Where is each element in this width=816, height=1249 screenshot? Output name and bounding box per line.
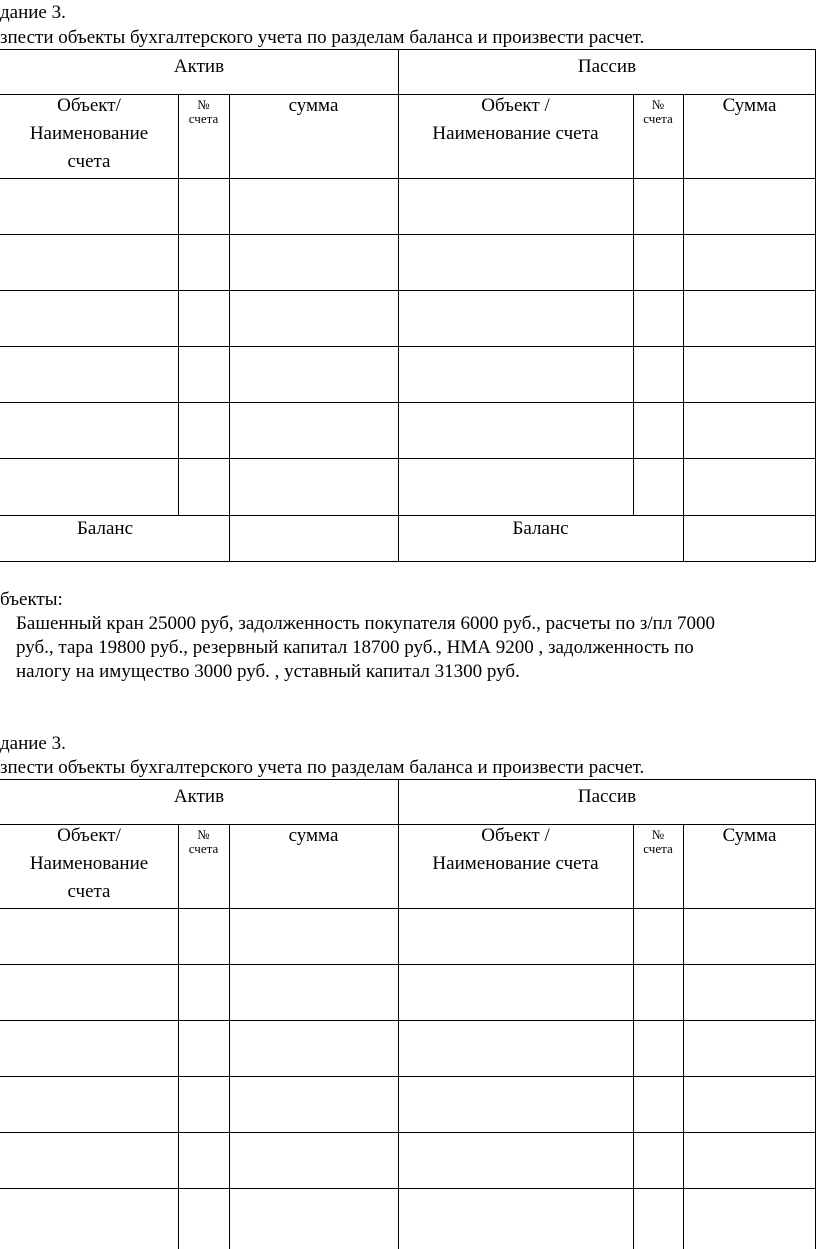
table-rule [0, 290, 816, 291]
passiv-header: Пассив [577, 56, 637, 77]
table-border-top [0, 779, 816, 780]
table-divider [683, 94, 684, 561]
aktiv-object-header: Объект/ Наименование счета [29, 825, 149, 902]
table-divider [633, 94, 634, 515]
passiv-account-number-header: № счета [643, 97, 673, 126]
table-divider [633, 824, 634, 1249]
table-rule [0, 1020, 816, 1021]
objects-line: руб., тара 19800 руб., резервный капитал 18700 руб., НМА 9200 , задолженность по [16, 637, 694, 658]
balance-table [0, 49, 816, 562]
table-divider [229, 824, 230, 1249]
aktiv-account-number-header: № счета [188, 97, 219, 126]
passiv-balance-label: Баланс [512, 518, 569, 539]
objects-line: Башенный кран 25000 руб, задолженность покупателя 6000 руб., расчеты по з/пл 7000 [16, 613, 716, 634]
table-divider [178, 824, 179, 1249]
aktiv-sum-header: сумма [288, 825, 339, 846]
aktiv-balance-label: Баланс [76, 518, 134, 539]
passiv-sum-header: Сумма [722, 95, 777, 116]
aktiv-account-number-header: № счета [188, 827, 219, 856]
passiv-sum-header: Сумма [722, 825, 777, 846]
table-rule [0, 458, 816, 459]
passiv-header: Пассив [577, 786, 637, 807]
task-title: дание 3. [0, 2, 66, 23]
task-instruction: зпести объекты бухгалтерского учета по разделам баланса и произвести расчет. [0, 757, 645, 778]
table-divider [683, 824, 684, 1249]
table-border-top [0, 49, 816, 50]
aktiv-header: Актив [173, 56, 225, 77]
table-rule [0, 1076, 816, 1077]
table-rule [0, 402, 816, 403]
table-rule [0, 178, 816, 179]
objects-heading: бъекты: [0, 589, 63, 610]
passiv-object-header: Объект / Наименование счета [432, 95, 599, 144]
table-divider [229, 94, 230, 561]
table-rule [0, 1132, 816, 1133]
passiv-object-header: Объект / Наименование счета [432, 825, 599, 874]
objects-line: налогу на имущество 3000 руб. , уставный капитал 31300 руб. [16, 661, 520, 682]
aktiv-header: Актив [173, 786, 225, 807]
table-border-bottom [0, 561, 816, 562]
task-instruction: зпести объекты бухгалтерского учета по разделам баланса и произвести расчет. [0, 27, 645, 48]
task-title: дание 3. [0, 733, 66, 754]
aktiv-sum-header: сумма [288, 95, 339, 116]
table-divider [178, 94, 179, 515]
table-rule [0, 908, 816, 909]
table-rule [0, 964, 816, 965]
aktiv-object-header: Объект/ Наименование счета [29, 95, 149, 172]
table-rule [0, 346, 816, 347]
passiv-account-number-header: № счета [643, 827, 673, 856]
table-rule [0, 234, 816, 235]
table-rule [0, 1188, 816, 1189]
balance-table [0, 779, 816, 1249]
